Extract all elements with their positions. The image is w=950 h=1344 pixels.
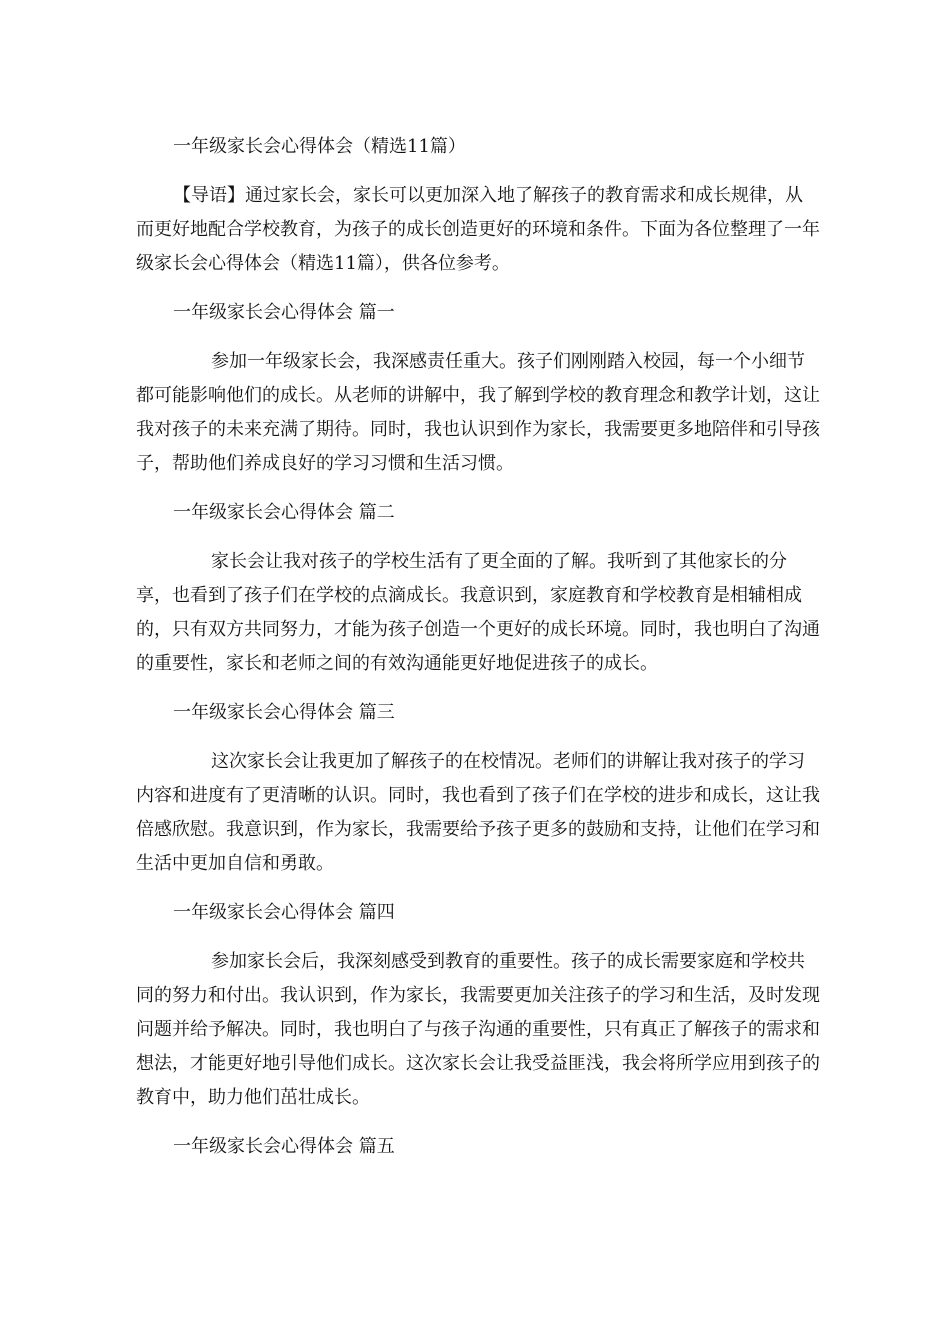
section-heading-5: 一年级家长会心得体会 篇五 <box>173 1136 395 1157</box>
section-body-1: 参加一年级家长会，我深感责任重大。孩子们刚刚踏入校园，每一个小细节都可能影响他们的成长。从老师的讲解中，我了解到学校的教育理念和教学计划，这让我对孩子的未来充满了期待。同时，我也认识到作为家长，我需要更多地陪伴和引导孩子，帮助他们养成良好的学习习惯和生活习惯。 <box>136 351 820 474</box>
section-body-4: 参加家长会后，我深刻感受到教育的重要性。孩子的成长需要家庭和学校共同的努力和付出。我认识到，作为家长，我需要更加关注孩子的学习和生活，及时发现问题并给予解决。同时，我也明白了与孩子沟通的重要性，只有真正了解孩子的需求和想法，才能更好地引导他们成长。这次家长会让我受益匪浅，我会将所学应用到孩子的教育中，助力他们茁壮成长。 <box>136 951 820 1108</box>
section-heading-4: 一年级家长会心得体会 篇四 <box>173 902 395 923</box>
document-content <box>136 130 820 1179</box>
intro-paragraph: 【导语】通过家长会，家长可以更加深入地了解孩子的教育需求和成长规律，从而更好地配合学校教育，为孩子的成长创造更好的环境和条件。下面为各位整理了一年级家长会心得体会（精选11篇），供各位参考。 <box>136 185 820 274</box>
section-heading-3: 一年级家长会心得体会 篇三 <box>173 702 395 723</box>
section-body-3: 这次家长会让我更加了解孩子的在校情况。老师们的讲解让我对孩子的学习内容和进度有了更清晰的认识。同时，我也看到了孩子们在学校的进步和成长，这让我倍感欣慰。我意识到，作为家长，我需要给予孩子更多的鼓励和支持，让他们在学习和生活中更加自信和勇敢。 <box>136 751 820 874</box>
section-body-2: 家长会让我对孩子的学校生活有了更全面的了解。我听到了其他家长的分享，也看到了孩子们在学校的点滴成长。我意识到，家庭教育和学校教育是相辅相成的，只有双方共同努力，才能为孩子创造一个更好的成长环境。同时，我也明白了沟通的重要性，家长和老师之间的有效沟通能更好地促进孩子的成长。 <box>136 551 820 674</box>
section-heading-2: 一年级家长会心得体会 篇二 <box>173 502 395 523</box>
section-heading-1: 一年级家长会心得体会 篇一 <box>173 302 395 323</box>
document-title: 一年级家长会心得体会（精选11篇） <box>173 136 466 157</box>
